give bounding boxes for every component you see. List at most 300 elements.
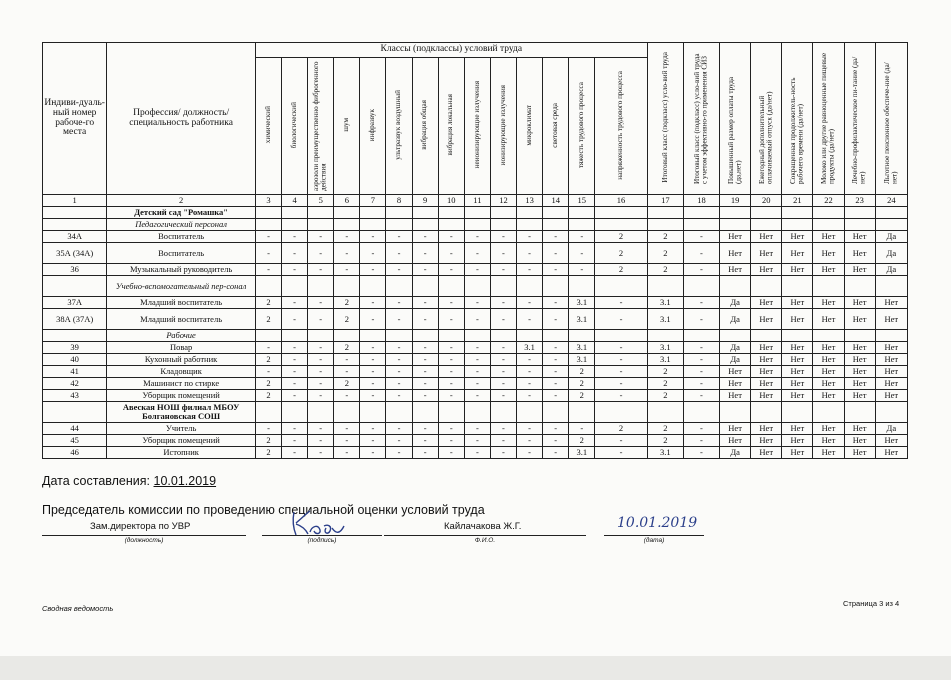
table-cell: Нет: [720, 231, 751, 243]
table-cell: 2: [595, 264, 647, 276]
table-cell: -: [308, 390, 334, 402]
profession: Воспитатель: [107, 243, 256, 264]
table-cell: 3.1: [647, 297, 683, 309]
table-cell: -: [683, 366, 719, 378]
table-cell: Нет: [875, 378, 907, 390]
table-cell: Нет: [751, 354, 782, 366]
table-cell: 2: [255, 297, 281, 309]
header-benefit-milk: Молоко или другие равноценные пищевые продукты (да/нет): [813, 43, 844, 195]
empty-cell: [782, 402, 813, 423]
table-cell: -: [412, 309, 438, 330]
table-cell: Нет: [782, 435, 813, 447]
table-cell: Нет: [782, 243, 813, 264]
table-cell: -: [595, 354, 647, 366]
table-cell: -: [308, 354, 334, 366]
table-cell: -: [360, 309, 386, 330]
subsection-row: [43, 219, 908, 231]
workplace-id: 46: [43, 447, 107, 459]
empty-cell: [875, 219, 907, 231]
table-cell: -: [412, 366, 438, 378]
table-cell: Нет: [844, 354, 875, 366]
profession: Повар: [107, 342, 256, 354]
table-cell: -: [438, 243, 464, 264]
table-cell: -: [490, 231, 516, 243]
empty-cell: [543, 330, 569, 342]
table-row: [43, 390, 908, 402]
column-number: 23: [844, 195, 875, 207]
empty-cell: [595, 276, 647, 297]
table-cell: -: [334, 423, 360, 435]
table-cell: -: [464, 447, 490, 459]
column-number: 4: [282, 195, 308, 207]
table-cell: -: [386, 231, 412, 243]
table-cell: Да: [720, 309, 751, 330]
table-cell: Нет: [844, 390, 875, 402]
table-cell: Нет: [844, 309, 875, 330]
column-number: 14: [543, 195, 569, 207]
table-cell: Нет: [751, 423, 782, 435]
empty-cell: [255, 276, 281, 297]
table-cell: 2: [647, 390, 683, 402]
table-cell: Нет: [720, 366, 751, 378]
table-cell: -: [412, 447, 438, 459]
table-cell: 2: [334, 297, 360, 309]
table-cell: -: [543, 231, 569, 243]
table-cell: -: [517, 354, 543, 366]
table-cell: 2: [334, 342, 360, 354]
workplace-id: 39: [43, 342, 107, 354]
empty-cell: [647, 330, 683, 342]
table-row: [43, 423, 908, 435]
column-number: 8: [386, 195, 412, 207]
empty-cell: [683, 207, 719, 219]
table-body: [43, 207, 908, 459]
table-cell: Нет: [751, 297, 782, 309]
table-cell: -: [282, 354, 308, 366]
scan-bottom-edge: [0, 656, 951, 680]
column-number: 2: [107, 195, 256, 207]
table-cell: -: [308, 243, 334, 264]
table-cell: Нет: [813, 423, 844, 435]
table-row: [43, 309, 908, 330]
profession: Младший воспитатель: [107, 309, 256, 330]
table-cell: -: [464, 342, 490, 354]
empty-cell: [517, 330, 543, 342]
empty-cell: [751, 330, 782, 342]
table-cell: -: [412, 435, 438, 447]
workplace-id: 45: [43, 435, 107, 447]
table-cell: -: [308, 297, 334, 309]
empty-cell: [360, 207, 386, 219]
table-cell: Нет: [751, 435, 782, 447]
empty-cell: [334, 402, 360, 423]
table-cell: -: [334, 447, 360, 459]
position-line: [42, 535, 246, 536]
column-number: 15: [569, 195, 595, 207]
empty-cell: [569, 207, 595, 219]
table-cell: -: [543, 342, 569, 354]
table-cell: -: [517, 378, 543, 390]
table-cell: -: [360, 243, 386, 264]
empty-cell: [308, 276, 334, 297]
empty-cell: [569, 330, 595, 342]
table-cell: -: [438, 390, 464, 402]
profession: Уборщик помещений: [107, 390, 256, 402]
signature-line: [262, 535, 382, 536]
empty-cell: [813, 276, 844, 297]
table-cell: Нет: [751, 366, 782, 378]
table-cell: -: [683, 231, 719, 243]
table-cell: -: [308, 342, 334, 354]
column-number: 22: [813, 195, 844, 207]
header-factor-noise: шум: [334, 58, 360, 195]
empty-cell: [386, 219, 412, 231]
empty-cell: [438, 207, 464, 219]
table-cell: -: [464, 309, 490, 330]
table-row: [43, 435, 908, 447]
table-cell: -: [464, 231, 490, 243]
table-cell: 2: [647, 231, 683, 243]
table-cell: 2: [255, 390, 281, 402]
table-cell: -: [543, 366, 569, 378]
header-factor-infrasound: инфразвук: [360, 58, 386, 195]
commission-chair-label: Председатель комиссии по проведению специальной оценки условий труда: [42, 503, 485, 517]
empty-cell: [683, 219, 719, 231]
empty-cell: [683, 276, 719, 297]
document-name: Сводная ведомость: [42, 604, 114, 613]
empty-cell: [282, 207, 308, 219]
profession: Кухонный работник: [107, 354, 256, 366]
table-cell: 2: [569, 366, 595, 378]
empty-cell: [844, 402, 875, 423]
table-cell: -: [517, 423, 543, 435]
table-cell: -: [543, 390, 569, 402]
table-cell: Нет: [751, 390, 782, 402]
table-cell: -: [490, 342, 516, 354]
profession: Учитель: [107, 423, 256, 435]
empty-cell: [543, 219, 569, 231]
table-cell: -: [543, 243, 569, 264]
table-cell: Нет: [751, 342, 782, 354]
profession: Воспитатель: [107, 231, 256, 243]
table-cell: 2: [647, 378, 683, 390]
chair-name: Кайлачакова Ж.Г.: [444, 521, 522, 532]
table-cell: -: [308, 231, 334, 243]
table-cell: -: [490, 297, 516, 309]
section-title: Авеская НОШ филиал МБОУ Болгановская СОШ: [107, 402, 256, 423]
table-cell: -: [683, 354, 719, 366]
workplace-id: 42: [43, 378, 107, 390]
table-cell: -: [308, 435, 334, 447]
table-cell: Нет: [782, 354, 813, 366]
header-benefit-pension: Льготное пенсионное обеспече-ние (да/нет): [875, 43, 907, 195]
header-benefit-pay: Повышенный размер оплаты труда (да,нет): [720, 43, 751, 195]
header-profession: Профессия/ должность/ специальность работника: [107, 43, 256, 195]
empty-cell: [782, 276, 813, 297]
empty-cell: [595, 207, 647, 219]
column-number: 7: [360, 195, 386, 207]
table-cell: -: [683, 297, 719, 309]
table-cell: -: [386, 447, 412, 459]
table-cell: -: [543, 297, 569, 309]
table-cell: -: [282, 309, 308, 330]
empty-cell: [683, 402, 719, 423]
header-factor-vibration-local: вибрация локальная: [438, 58, 464, 195]
table-cell: -: [595, 297, 647, 309]
table-cell: Нет: [782, 423, 813, 435]
table-cell: Нет: [875, 354, 907, 366]
empty-cell: [569, 276, 595, 297]
empty-cell: [412, 207, 438, 219]
handwritten-date: 10.01.2019: [617, 515, 698, 531]
table-cell: -: [517, 366, 543, 378]
table-cell: -: [255, 342, 281, 354]
column-number: 24: [875, 195, 907, 207]
table-cell: -: [683, 390, 719, 402]
empty-cell: [543, 276, 569, 297]
table-cell: 2: [647, 243, 683, 264]
table-cell: -: [595, 378, 647, 390]
empty-cell: [875, 276, 907, 297]
table-cell: 3.1: [569, 297, 595, 309]
table-cell: -: [517, 390, 543, 402]
table-cell: -: [360, 366, 386, 378]
table-cell: -: [360, 423, 386, 435]
profession: Уборщик помещений: [107, 435, 256, 447]
table-cell: -: [360, 447, 386, 459]
table-cell: -: [543, 378, 569, 390]
empty-cell: [360, 330, 386, 342]
table-row: [43, 231, 908, 243]
empty-cell: [43, 207, 107, 219]
workplace-id: 36: [43, 264, 107, 276]
table-cell: Нет: [844, 297, 875, 309]
table-cell: -: [517, 243, 543, 264]
table-cell: Нет: [720, 378, 751, 390]
table-cell: -: [543, 354, 569, 366]
workplace-id: 35А (34А): [43, 243, 107, 264]
column-number: 9: [412, 195, 438, 207]
table-cell: -: [683, 435, 719, 447]
table-cell: -: [360, 435, 386, 447]
header-factor-aerosols: аэрозоли преимущественно фиброгенного действия: [308, 58, 334, 195]
empty-cell: [282, 330, 308, 342]
table-cell: -: [490, 354, 516, 366]
table-cell: Нет: [813, 378, 844, 390]
table-cell: -: [569, 231, 595, 243]
empty-cell: [683, 330, 719, 342]
column-number: 5: [308, 195, 334, 207]
table-cell: Нет: [844, 342, 875, 354]
empty-cell: [308, 402, 334, 423]
table-cell: -: [438, 231, 464, 243]
header-factor-nonionizing: неионизирующие излучения: [464, 58, 490, 195]
table-cell: -: [282, 423, 308, 435]
table-cell: -: [308, 366, 334, 378]
table-cell: -: [386, 435, 412, 447]
table-row: [43, 354, 908, 366]
table-cell: -: [255, 366, 281, 378]
table-cell: -: [282, 264, 308, 276]
table-cell: -: [683, 243, 719, 264]
column-number: 17: [647, 195, 683, 207]
table-cell: -: [412, 390, 438, 402]
empty-cell: [282, 402, 308, 423]
empty-cell: [43, 402, 107, 423]
table-cell: Нет: [813, 366, 844, 378]
table-cell: -: [334, 435, 360, 447]
empty-cell: [255, 402, 281, 423]
table-cell: -: [412, 354, 438, 366]
workplace-id: 44: [43, 423, 107, 435]
empty-cell: [875, 402, 907, 423]
table-cell: -: [595, 366, 647, 378]
profession: Музыкальный руководитель: [107, 264, 256, 276]
empty-cell: [517, 276, 543, 297]
empty-cell: [751, 276, 782, 297]
empty-cell: [595, 219, 647, 231]
table-cell: -: [569, 264, 595, 276]
empty-cell: [386, 330, 412, 342]
header-factor-vibration-general: вибрация общая: [412, 58, 438, 195]
table-cell: -: [464, 366, 490, 378]
table-cell: Нет: [875, 366, 907, 378]
empty-cell: [813, 219, 844, 231]
empty-cell: [490, 276, 516, 297]
empty-cell: [751, 402, 782, 423]
profession: Младший воспитатель: [107, 297, 256, 309]
table-cell: -: [438, 354, 464, 366]
table-cell: 2: [255, 447, 281, 459]
subsection-row: [43, 330, 908, 342]
empty-cell: [438, 402, 464, 423]
table-cell: 3.1: [569, 354, 595, 366]
table-cell: -: [543, 309, 569, 330]
empty-cell: [595, 402, 647, 423]
table-cell: -: [360, 390, 386, 402]
empty-cell: [360, 219, 386, 231]
table-cell: -: [490, 309, 516, 330]
table-cell: Нет: [813, 354, 844, 366]
empty-cell: [464, 219, 490, 231]
table-cell: -: [386, 297, 412, 309]
table-cell: -: [464, 264, 490, 276]
header-factor-light: световая среда: [543, 58, 569, 195]
table-cell: Нет: [751, 309, 782, 330]
empty-cell: [43, 330, 107, 342]
table-cell: Нет: [751, 264, 782, 276]
header-benefit-short-time: Сокращенная продолжитель-ность рабочего времени (да/нет): [782, 43, 813, 195]
workplace-id: 40: [43, 354, 107, 366]
column-number: 21: [782, 195, 813, 207]
table-cell: Да: [720, 297, 751, 309]
empty-cell: [844, 219, 875, 231]
table-cell: Нет: [751, 243, 782, 264]
header-final-class: Итоговый класс (подкласс) усло-вий труда: [647, 43, 683, 195]
table-cell: -: [438, 342, 464, 354]
empty-cell: [282, 219, 308, 231]
table-cell: 2: [569, 390, 595, 402]
table-cell: -: [255, 231, 281, 243]
column-number: 6: [334, 195, 360, 207]
empty-cell: [464, 276, 490, 297]
table-cell: -: [490, 447, 516, 459]
table-cell: Нет: [875, 447, 907, 459]
table-cell: Нет: [720, 243, 751, 264]
table-cell: -: [517, 264, 543, 276]
workplace-id: 43: [43, 390, 107, 402]
table-cell: Нет: [875, 390, 907, 402]
table-cell: -: [282, 435, 308, 447]
table-cell: -: [386, 342, 412, 354]
table-cell: -: [490, 264, 516, 276]
empty-cell: [412, 276, 438, 297]
header-factor-ultrasound: ультразвук воздушный: [386, 58, 412, 195]
table-cell: Нет: [813, 435, 844, 447]
table-cell: Да: [720, 342, 751, 354]
empty-cell: [720, 330, 751, 342]
table-cell: -: [683, 378, 719, 390]
empty-cell: [647, 276, 683, 297]
table-cell: 3.1: [517, 342, 543, 354]
table-cell: -: [360, 354, 386, 366]
table-cell: -: [412, 297, 438, 309]
table-cell: -: [308, 447, 334, 459]
name-caption: Ф.И.О.: [474, 537, 496, 544]
table-cell: 2: [595, 243, 647, 264]
empty-cell: [464, 402, 490, 423]
table-cell: Нет: [813, 390, 844, 402]
table-row: [43, 378, 908, 390]
table-cell: -: [683, 423, 719, 435]
empty-cell: [255, 207, 281, 219]
signature-caption: (подпись): [307, 537, 337, 544]
table-cell: -: [438, 447, 464, 459]
empty-cell: [490, 402, 516, 423]
table-cell: 2: [255, 435, 281, 447]
table-cell: Нет: [813, 243, 844, 264]
header-benefit-food: Лечебно-профилактическое пи-тание (да/нет): [844, 43, 875, 195]
table-cell: -: [464, 243, 490, 264]
table-cell: -: [412, 342, 438, 354]
table-cell: -: [334, 264, 360, 276]
table-cell: -: [683, 309, 719, 330]
empty-cell: [360, 402, 386, 423]
table-cell: -: [412, 264, 438, 276]
empty-cell: [334, 207, 360, 219]
chair-position: Зам.директора по УВР: [90, 521, 191, 532]
table-cell: -: [569, 423, 595, 435]
column-number: 3: [255, 195, 281, 207]
section-row: [43, 207, 908, 219]
header-workplace-id: Индиви-дуаль-ный номер рабоче-го места: [43, 43, 107, 195]
table-cell: -: [490, 378, 516, 390]
table-cell: -: [438, 378, 464, 390]
table-cell: Нет: [751, 447, 782, 459]
table-cell: -: [490, 435, 516, 447]
table-cell: -: [282, 366, 308, 378]
table-cell: Нет: [844, 378, 875, 390]
table-cell: -: [490, 423, 516, 435]
table-row: [43, 243, 908, 264]
column-number: 18: [683, 195, 719, 207]
table-cell: -: [386, 390, 412, 402]
table-cell: 2: [334, 378, 360, 390]
compile-date-label: Дата составления:: [42, 474, 151, 488]
empty-cell: [751, 219, 782, 231]
table-cell: -: [282, 390, 308, 402]
table-cell: 2: [647, 435, 683, 447]
